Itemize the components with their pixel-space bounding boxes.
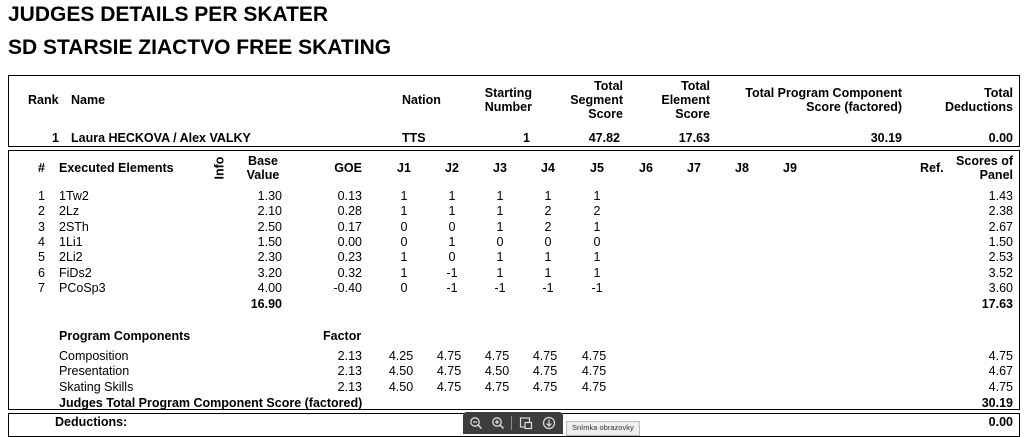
element-judge-score: 1: [400, 204, 408, 219]
component-factor: 2.13: [337, 364, 362, 379]
component-factor: 2.13: [337, 379, 362, 394]
element-judge-score: 1: [593, 250, 601, 265]
element-judge-score: 1: [593, 265, 601, 280]
col-starting-number: Starting Number: [484, 86, 532, 114]
element-judge-score: 0: [544, 234, 552, 249]
skater-nation: TTS: [402, 131, 426, 145]
component-judge-score: 4.75: [581, 379, 607, 394]
element-judge-score: 0: [400, 234, 408, 249]
skater-total-segment-score: 47.82: [588, 131, 620, 145]
element-judge-score: 1: [448, 234, 456, 249]
screenshot-icon[interactable]: [519, 416, 533, 430]
page-title: JUDGES DETAILS PER SKATER: [8, 3, 329, 26]
element-judge-score: -1: [542, 280, 554, 295]
element-name: 1Tw2: [59, 189, 89, 203]
element-panel-score: 2.38: [988, 204, 1013, 219]
deductions-value: 0.00: [988, 415, 1013, 429]
element-number: 6: [38, 265, 45, 280]
component-judge-score: 4.75: [532, 349, 558, 363]
col-judge-2: J2: [445, 161, 459, 175]
element-name: 2Lz: [59, 204, 80, 219]
component-judge-score: 4.75: [436, 349, 462, 363]
element-judge-score: 1: [593, 219, 601, 234]
element-base-value: 4.00: [257, 280, 282, 295]
element-judge-score: 0: [448, 250, 456, 265]
element-number: 7: [38, 280, 45, 295]
component-panel-score: 4.75: [988, 379, 1013, 394]
element-judge-score: -1: [446, 280, 458, 295]
skater-total-element-score: 17.63: [678, 131, 710, 145]
col-total-element-score: Total Element Score: [661, 79, 710, 121]
col-scores-of-panel: Scores of Panel: [956, 154, 1013, 182]
element-goe: 0.17: [337, 219, 362, 234]
program-components-heading: Program Components: [59, 329, 191, 343]
skater-tpcs: 30.19: [870, 131, 902, 145]
col-total-segment-score: Total Segment Score: [570, 79, 623, 121]
col-tpcs: Total Program Component Score (factored): [745, 86, 902, 114]
viewer-toolbar: [463, 412, 563, 434]
element-judge-score: 1: [400, 265, 408, 280]
col-factor: Factor: [323, 329, 362, 343]
col-judge-4: J4: [541, 161, 555, 175]
col-judge-6: J6: [639, 161, 653, 175]
element-goe: 0.23: [337, 250, 362, 265]
elements-panel-total: 17.63: [981, 297, 1013, 311]
zoom-out-icon[interactable]: [469, 416, 483, 430]
component-judge-score: 4.75: [532, 379, 558, 394]
element-base-value: 2.30: [257, 250, 282, 265]
col-info: Info: [212, 156, 227, 180]
component-name: Skating Skills: [59, 379, 134, 394]
element-base-value: 2.50: [257, 219, 282, 234]
skater-starting-number: 1: [523, 131, 530, 145]
element-panel-score: 1.43: [988, 189, 1013, 203]
element-judge-score: 1: [544, 189, 552, 203]
component-judge-score: 4.75: [436, 379, 462, 394]
element-panel-score: 3.60: [988, 280, 1013, 295]
element-base-value: 1.50: [257, 234, 282, 249]
element-base-value: 2.10: [257, 204, 282, 219]
col-nation: Nation: [402, 93, 441, 107]
col-ref: Ref.: [920, 161, 944, 175]
page-subtitle: SD STARSIE ZIACTVO FREE SKATING: [8, 36, 392, 59]
element-number: 3: [38, 219, 45, 234]
element-judge-score: 0: [400, 280, 408, 295]
element-judge-score: 0: [448, 219, 456, 234]
col-name: Name: [71, 93, 106, 107]
element-base-value: 3.20: [257, 265, 282, 280]
skater-name: Laura HECKOVA / Alex VALKY: [71, 131, 251, 145]
element-goe: -0.40: [333, 280, 362, 295]
element-judge-score: 1: [448, 189, 456, 203]
element-name: PCoSp3: [59, 280, 106, 295]
component-judge-score: 4.75: [581, 364, 607, 379]
component-judge-score: 4.75: [436, 364, 462, 379]
element-judge-score: 1: [400, 189, 408, 203]
element-name: FiDs2: [59, 265, 92, 280]
element-judge-score: 1: [544, 250, 552, 265]
col-judge-9: J9: [783, 161, 797, 175]
col-base-value: Base Value: [246, 154, 280, 182]
component-judge-score: 4.50: [388, 379, 414, 394]
element-judge-score: 2: [544, 204, 552, 219]
element-judge-score: 1: [496, 250, 504, 265]
element-panel-score: 2.67: [988, 219, 1013, 234]
col-rank: Rank: [28, 93, 59, 107]
component-judge-score: 4.75: [484, 379, 510, 394]
judges-total-label: Judges Total Program Component Score (factored): [59, 396, 363, 410]
component-judge-score: 4.25: [388, 349, 414, 363]
base-value-total: 16.90: [250, 297, 282, 311]
element-judge-score: 1: [496, 219, 504, 234]
component-name: Composition: [59, 349, 129, 363]
zoom-in-icon[interactable]: [491, 416, 505, 430]
element-judge-score: 1: [496, 265, 504, 280]
element-goe: 0.00: [337, 234, 362, 249]
element-judge-score: 1: [496, 189, 504, 203]
skater-rank: 1: [52, 131, 59, 145]
element-number: 1: [38, 189, 45, 203]
element-judge-score: 1: [448, 204, 456, 219]
screenshot-tooltip: Snímka obrazovky: [566, 421, 640, 436]
component-judge-score: 4.75: [484, 349, 510, 363]
toolbar-divider: [511, 416, 512, 430]
element-panel-score: 3.52: [988, 265, 1013, 280]
element-base-value: 1.30: [257, 189, 282, 203]
element-judge-score: 0: [496, 234, 504, 249]
element-goe: 0.28: [337, 204, 362, 219]
component-judge-score: 4.75: [581, 349, 607, 363]
col-goe: GOE: [334, 161, 362, 175]
element-name: 2Li2: [59, 250, 83, 265]
component-name: Presentation: [59, 364, 130, 379]
element-judge-score: -1: [494, 280, 506, 295]
download-icon[interactable]: [542, 416, 556, 430]
element-judge-score: 2: [593, 204, 601, 219]
element-name: 2STh: [59, 219, 89, 234]
component-factor: 2.13: [337, 349, 362, 363]
element-judge-score: 1: [400, 250, 408, 265]
component-panel-score: 4.75: [988, 349, 1013, 363]
deductions-label: Deductions:: [55, 415, 128, 429]
element-judge-score: -1: [446, 265, 458, 280]
element-panel-score: 1.50: [988, 234, 1013, 249]
element-name: 1Li1: [59, 234, 83, 249]
element-judge-score: -1: [591, 280, 603, 295]
component-judge-score: 4.75: [532, 364, 558, 379]
element-number: 2: [38, 204, 45, 219]
element-goe: 0.13: [337, 189, 362, 203]
element-judge-score: 1: [496, 204, 504, 219]
component-judge-score: 4.50: [484, 364, 510, 379]
col-judge-8: J8: [735, 161, 749, 175]
element-goe: 0.32: [337, 265, 362, 280]
element-judge-score: 0: [593, 234, 601, 249]
col-total-deductions: Total Deductions: [944, 86, 1013, 114]
col-judge-3: J3: [493, 161, 507, 175]
element-judge-score: 1: [593, 189, 601, 203]
component-judge-score: 4.50: [388, 364, 414, 379]
col-executed-elements: Executed Elements: [59, 161, 174, 175]
component-panel-score: 4.67: [988, 364, 1013, 379]
element-judge-score: 2: [544, 219, 552, 234]
element-panel-score: 2.53: [988, 250, 1013, 265]
col-element-number: #: [38, 161, 45, 175]
col-judge-5: J5: [590, 161, 604, 175]
col-judge-1: J1: [397, 161, 411, 175]
element-judge-score: 1: [544, 265, 552, 280]
element-number: 5: [38, 250, 45, 265]
element-number: 4: [38, 234, 45, 249]
col-judge-7: J7: [687, 161, 701, 175]
skater-total-deductions: 0.00: [988, 131, 1013, 145]
element-judge-score: 0: [400, 219, 408, 234]
judges-total-value: 30.19: [981, 396, 1013, 410]
